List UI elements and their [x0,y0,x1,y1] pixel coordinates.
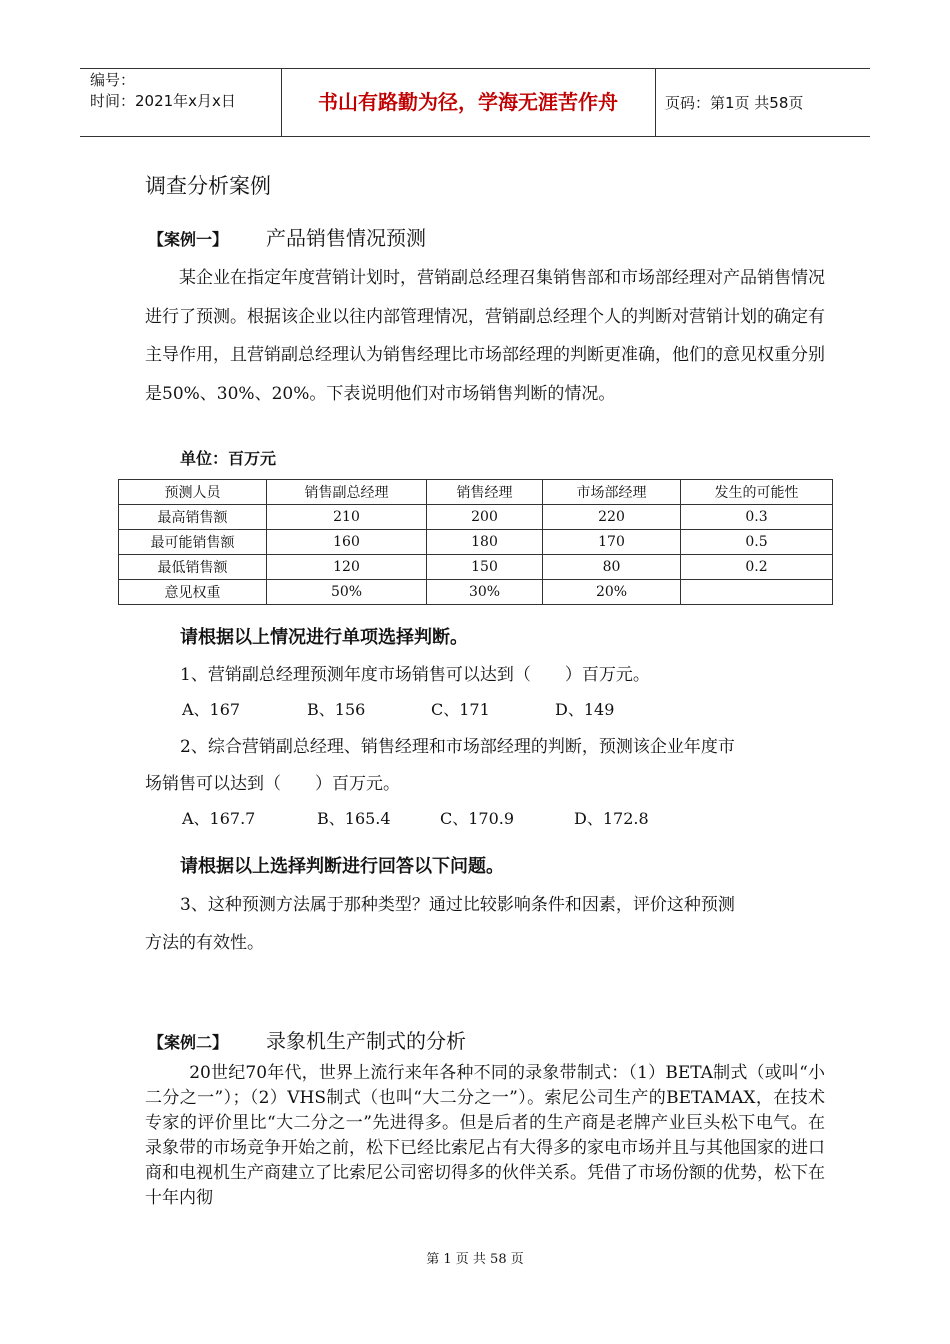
case1-heading [148,222,426,251]
table-cell: 0.2 [681,555,833,580]
question-1: 1、营销副总经理预测年度市场销售可以达到（ ）百万元。 [180,665,650,685]
number-label: 编号： [90,71,136,89]
q1-option-d: D、149 [555,700,615,719]
table-cell [681,580,833,605]
question-3-line2: 方法的有效性。 [145,933,264,953]
page-info: 页码：第1页 共58页 [665,94,804,112]
table-cell: 160 [267,530,427,555]
case2-tag: 【案例二】 [148,1033,229,1052]
forecast-table [118,479,833,605]
table-cell: 0.5 [681,530,833,555]
prompt-answer: 请根据以上选择判断进行回答以下问题。 [180,856,504,877]
table-cell: 170 [543,530,681,555]
header-top-rule [80,68,870,69]
table-cell: 20% [543,580,681,605]
question-2-line1: 2、综合营销副总经理、销售经理和市场部经理的判断，预测该企业年度市 [180,737,735,757]
table-cell: 意见权重 [119,580,267,605]
q2-option-d: D、172.8 [574,809,649,828]
table-cell: 220 [543,505,681,530]
q1-option-b: B、156 [307,700,366,719]
table-row [119,580,833,605]
table-row [119,530,833,555]
table-row [119,505,833,530]
table-cell: 最高销售额 [119,505,267,530]
table-cell: 120 [267,555,427,580]
prompt-single-choice: 请根据以上情况进行单项选择判断。 [180,627,468,648]
case1-paragraph: 某企业在指定年度营销计划时，营销副总经理召集销售部和市场部经理对产品销售情况进行了预测。根据该企业以往内部管理情况，营销副总经理个人的判断对营销计划的确定有主导作用，且营销副总经理认为销售经理比市场部经理的判断更准确，他们的意见权重分别是50%、30%、20%。下表说明他们对市场销售判断的情况。 [145,268,825,404]
case1-tag: 【案例一】 [148,230,229,249]
question-2-line2: 场销售可以达到（ ）百万元。 [145,774,400,794]
time-label: 时间：2021年x月x日 [90,92,236,110]
table-cell: 210 [267,505,427,530]
question-3-line1: 3、这种预测方法属于那种类型？通过比较影响条件和因素，评价这种预测 [180,895,735,915]
table-header-cell: 发生的可能性 [681,480,833,505]
header-divider [655,68,656,136]
table-cell: 180 [427,530,543,555]
table-cell: 最可能销售额 [119,530,267,555]
case2-heading [148,1025,466,1054]
table-cell: 0.3 [681,505,833,530]
header-meta [90,70,236,112]
case1-title: 产品销售情况预测 [266,226,426,250]
table-cell: 最低销售额 [119,555,267,580]
case2-title: 录象机生产制式的分析 [266,1029,466,1053]
header-motto: 书山有路勤为径，学海无涯苦作舟 [318,90,618,114]
table-header-cell: 市场部经理 [543,480,681,505]
table-cell: 30% [427,580,543,605]
q2-option-c: C、170.9 [440,809,515,828]
table-cell: 80 [543,555,681,580]
table-cell: 50% [267,580,427,605]
table-header-cell: 预测人员 [119,480,267,505]
q2-option-a: A、167.7 [182,809,256,828]
table-cell: 150 [427,555,543,580]
table-header-cell: 销售副总经理 [267,480,427,505]
table-header-cell: 销售经理 [427,480,543,505]
case2-paragraph: 20世纪70年代，世界上流行来年各种不同的录象带制式：（1）BETA制式（或叫“小二分之一”）；（2）VHS制式（也叫“大二分之一”）。索尼公司生产的BETAMAX，在技术专家的评价里比“大二分之一”先进得多。但是后者的生产商是老牌产业巨头松下电气。在录象带的市场竞争开始之前，松下已经比索尼占有大得多的家电市场并且与其他国家的进口商和电视机生产商建立了比索尼公司密切得多的伙伴关系。凭借了市场份额的优势，松下在十年内彻 [145,1063,825,1208]
header-bottom-rule [80,136,870,137]
unit-label: 单位：百万元 [180,449,277,468]
page-footer: 第 1 页 共 58 页 [426,1252,524,1267]
table-cell: 200 [427,505,543,530]
page-title: 调查分析案例 [145,174,271,198]
q1-option-c: C、171 [431,700,490,719]
table-row [119,555,833,580]
q1-option-a: A、167 [182,700,241,719]
q2-option-b: B、165.4 [317,809,391,828]
table-header-row [119,480,833,505]
